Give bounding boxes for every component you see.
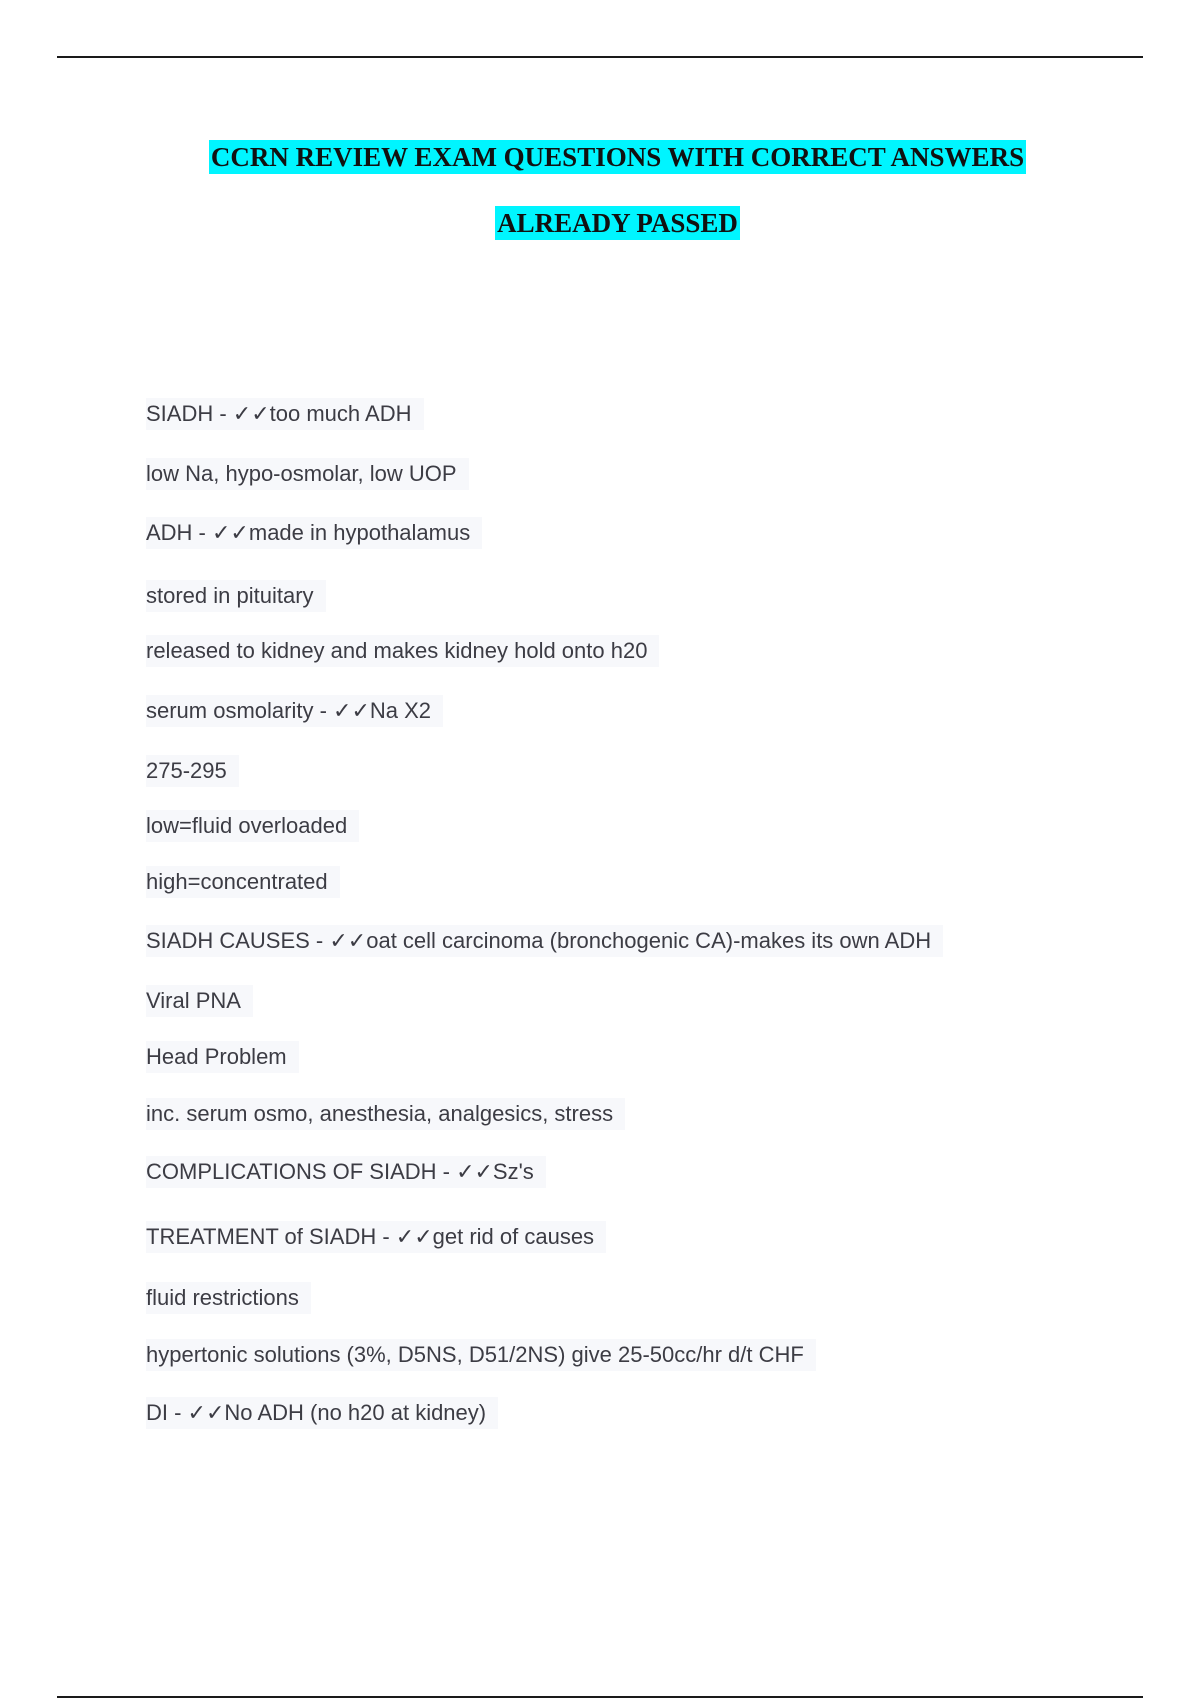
body-line: Viral PNA	[146, 985, 253, 1017]
header-rule	[57, 56, 1143, 58]
document-title	[0, 140, 1200, 240]
footer-rule	[57, 1696, 1143, 1698]
body-line: DI - ✓✓No ADH (no h20 at kidney)	[146, 1397, 498, 1429]
body-line: low=fluid overloaded	[146, 810, 359, 842]
body-line: serum osmolarity - ✓✓Na X2	[146, 695, 443, 727]
body-line: SIADH CAUSES - ✓✓oat cell carcinoma (bronchogenic CA)-makes its own ADH	[146, 925, 943, 957]
body-line: stored in pituitary	[146, 580, 326, 612]
title-line-2: ALREADY PASSED	[497, 208, 738, 238]
body-line: released to kidney and makes kidney hold onto h20	[146, 635, 659, 667]
body-line: SIADH - ✓✓too much ADH	[146, 398, 424, 430]
body-line: fluid restrictions	[146, 1282, 311, 1314]
body-line: TREATMENT of SIADH - ✓✓get rid of causes	[146, 1221, 606, 1253]
body-line: hypertonic solutions (3%, D5NS, D51/2NS) give 25-50cc/hr d/t CHF	[146, 1339, 816, 1371]
body-line: 275-295	[146, 755, 239, 787]
body-line: inc. serum osmo, anesthesia, analgesics, stress	[146, 1098, 625, 1130]
body-line: COMPLICATIONS OF SIADH - ✓✓Sz's	[146, 1156, 546, 1188]
body-line: Head Problem	[146, 1041, 299, 1073]
body-line: high=concentrated	[146, 866, 340, 898]
title-line-1: CCRN REVIEW EXAM QUESTIONS WITH CORRECT ANSWERS	[210, 142, 1025, 172]
body-line: low Na, hypo-osmolar, low UOP	[146, 458, 469, 490]
body-line: ADH - ✓✓made in hypothalamus	[146, 517, 482, 549]
